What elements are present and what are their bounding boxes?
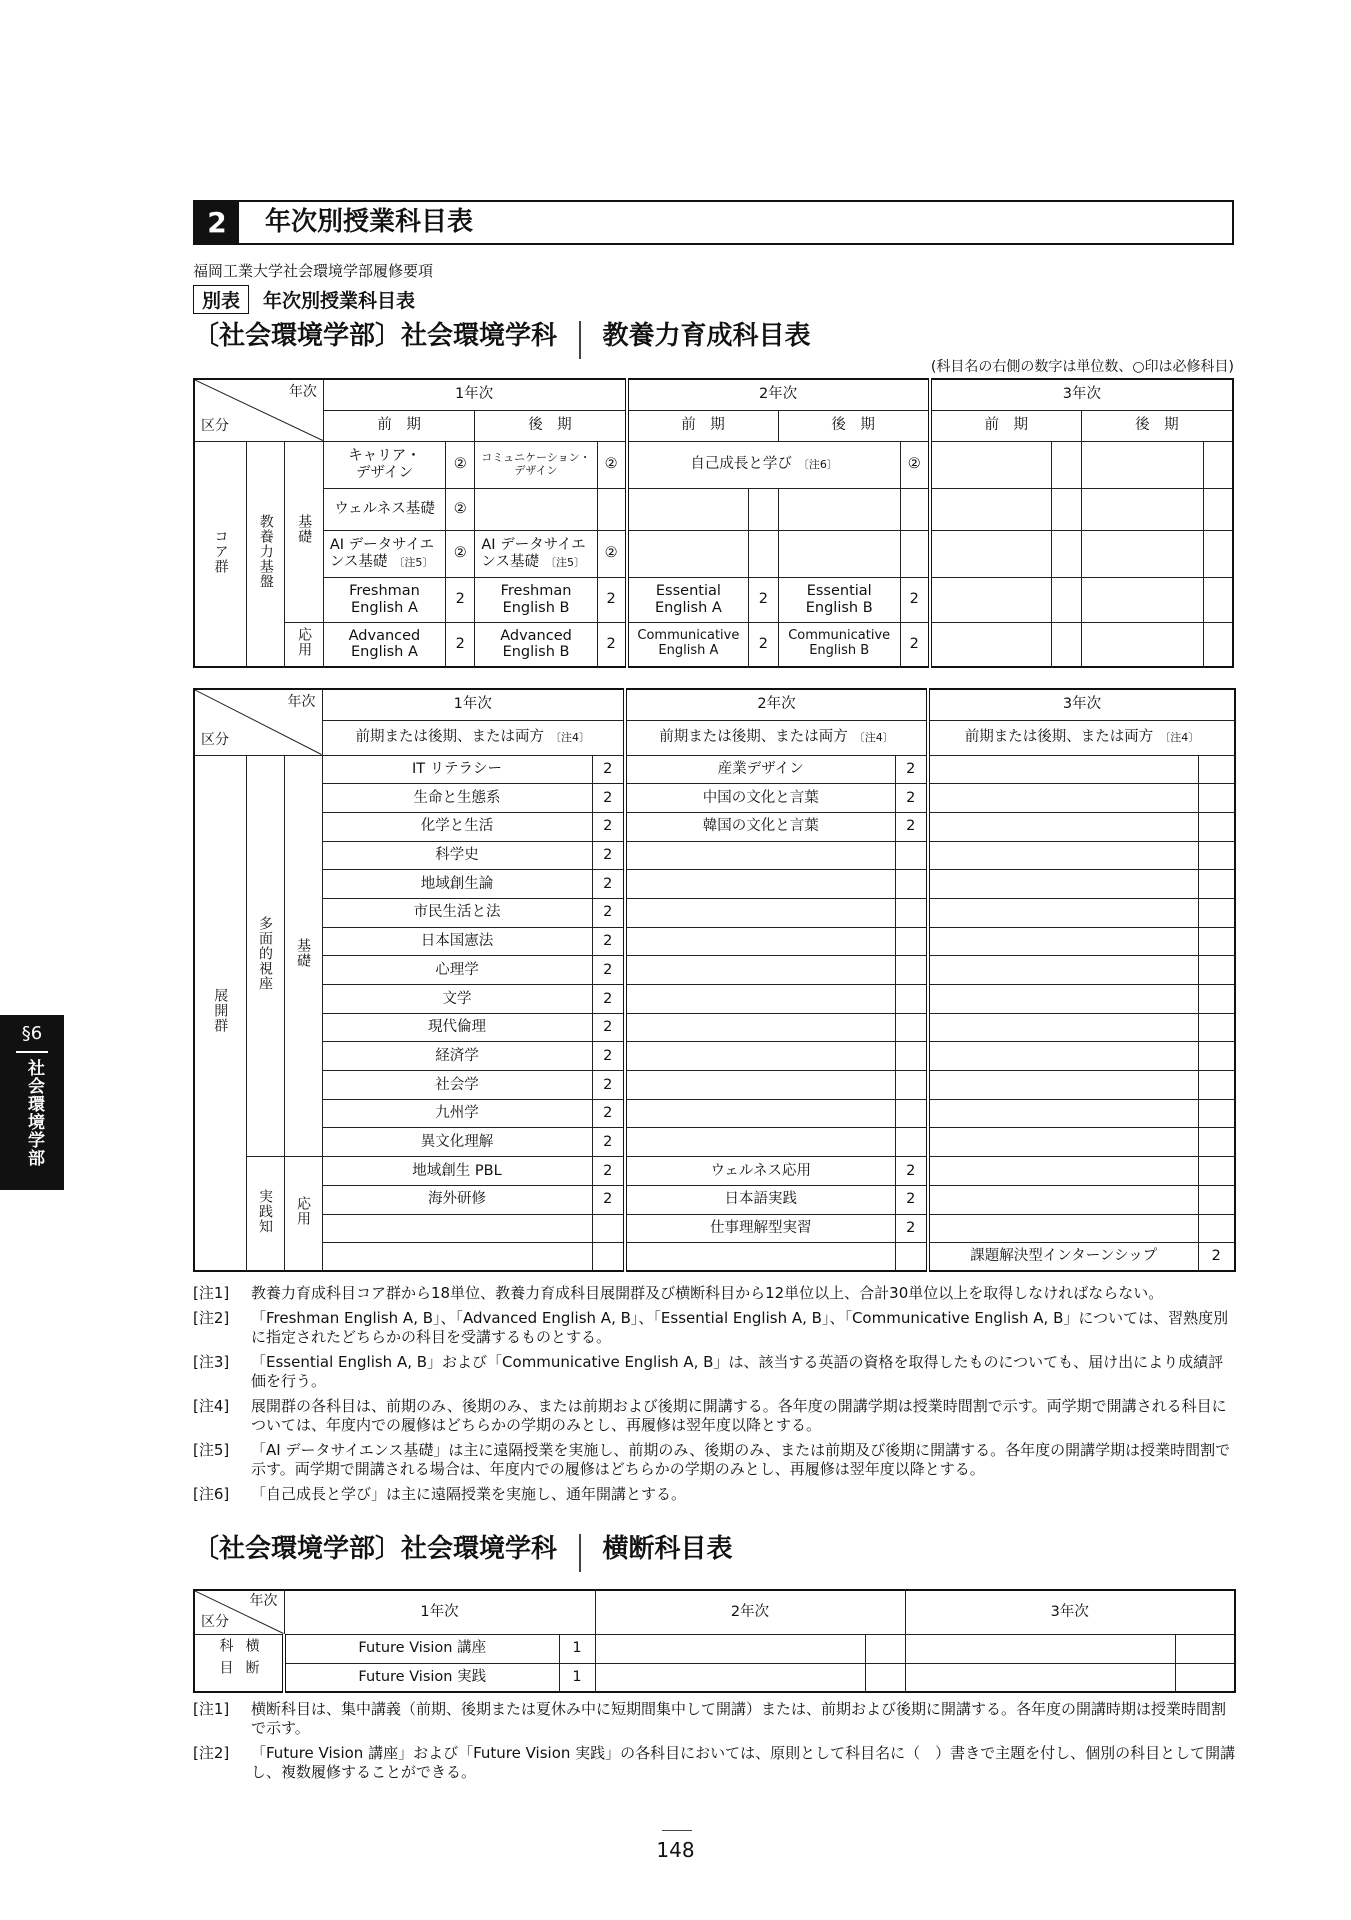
course-cell xyxy=(928,1185,1198,1214)
kubun-label: 区分 xyxy=(201,732,229,749)
course-cell: 生命と生態系 xyxy=(322,784,592,813)
unit-cell xyxy=(592,1214,625,1243)
note-tag: [注6] xyxy=(193,1485,230,1503)
course-cell xyxy=(625,898,895,927)
course-cell: 市民生活と法 xyxy=(322,898,592,927)
unit-cell xyxy=(895,927,928,956)
unit-cell: ② xyxy=(597,530,626,577)
course-cell xyxy=(625,985,895,1014)
course-cell xyxy=(928,841,1198,870)
course-cell xyxy=(625,870,895,899)
unit-cell: 2 xyxy=(592,870,625,899)
course-cell: ウェルネス基礎 xyxy=(323,488,445,530)
note-tag: [注1] xyxy=(193,1284,230,1302)
ouyou-label: 応用 xyxy=(284,1157,322,1272)
diagonal-header xyxy=(194,379,323,441)
course-cell xyxy=(928,985,1198,1014)
note-text: 横断科目は、集中講義（前期、後期または夏休み中に短期間集中して開講）または、前期および後期に開講する。各年度の開講時期は授業時間割で示す。 xyxy=(251,1700,1227,1737)
course-cell xyxy=(625,1099,895,1128)
unit-cell xyxy=(895,841,928,870)
unit-cell: 2 xyxy=(592,1157,625,1186)
unit-cell xyxy=(1198,841,1235,870)
note-text: 「Essential English A, B」および「Communicative English A, B」は、該当する英語の資格を取得したものについても、届け出により成績評価を行う。 xyxy=(251,1353,1224,1390)
note-tag: [注1] xyxy=(193,1700,230,1718)
note-item xyxy=(193,1397,1238,1435)
note-tag: [注5] xyxy=(193,1441,230,1459)
year1-header: 1年次 xyxy=(284,1590,595,1634)
note-item xyxy=(193,1485,1238,1504)
sub-caption: 福岡工業大学社会環境学部履修要項 xyxy=(193,262,434,280)
unit-cell xyxy=(895,870,928,899)
heading-dept: 〔社会環境学部〕社会環境学科 xyxy=(193,321,558,351)
table-row xyxy=(194,1243,1235,1272)
unit-cell: 2 xyxy=(1198,1243,1235,1272)
unit-cell: 2 xyxy=(895,1185,928,1214)
unit-cell: 2 xyxy=(895,1214,928,1243)
period-header: 前期または後期、または両方 〔注4〕 xyxy=(322,720,625,755)
section-header xyxy=(193,200,1234,245)
unit-cell: 2 xyxy=(592,755,625,784)
course-cell: 韓国の文化と言葉 xyxy=(625,812,895,841)
kiso-label: 基礎 xyxy=(284,755,322,1157)
course-cell: 化学と生活 xyxy=(322,812,592,841)
course-cell: 仕事理解型実習 xyxy=(625,1214,895,1243)
course-cell: 課題解決型インターンシップ xyxy=(928,1243,1198,1272)
note-item xyxy=(193,1744,1238,1782)
course-cell: 社会学 xyxy=(322,1071,592,1100)
course-cell xyxy=(928,956,1198,985)
course-cell: 海外研修 xyxy=(322,1185,592,1214)
course-cell xyxy=(928,927,1198,956)
unit-cell xyxy=(1198,870,1235,899)
unit-cell: 2 xyxy=(900,622,929,667)
course-cell: Communicative English B xyxy=(778,622,900,667)
course-cell xyxy=(928,1157,1198,1186)
course-cell: Advanced English B xyxy=(475,622,597,667)
group-tenkai: 展開群 xyxy=(194,755,246,1271)
diagonal-header xyxy=(194,689,322,755)
unit-cell xyxy=(895,985,928,1014)
table-row xyxy=(194,870,1235,899)
course-cell: 心理学 xyxy=(322,956,592,985)
unit-cell xyxy=(1198,812,1235,841)
course-cell: 九州学 xyxy=(322,1099,592,1128)
note-text: 「自己成長と学び」は主に遠隔授業を実施し、通年開講とする。 xyxy=(251,1485,687,1503)
year3-header: 3年次 xyxy=(905,1590,1235,1634)
unit-cell xyxy=(592,1243,625,1272)
heading-kyouyou xyxy=(193,315,811,359)
note-item xyxy=(193,1353,1238,1391)
heading-table-title: 教養力育成科目表 xyxy=(602,321,811,351)
unit-cell: 2 xyxy=(900,577,929,622)
year1-header: 1年次 xyxy=(322,689,625,720)
unit-cell xyxy=(895,956,928,985)
table-row xyxy=(194,985,1235,1014)
group-core: コア群 xyxy=(194,441,247,667)
sub-jissenchi: 実践知 xyxy=(246,1157,284,1272)
unit-cell: 2 xyxy=(895,1157,928,1186)
unit-cell xyxy=(1198,985,1235,1014)
notes-oudan xyxy=(193,1700,1238,1788)
course-cell xyxy=(928,1128,1198,1157)
course-cell xyxy=(625,841,895,870)
course-cell xyxy=(625,956,895,985)
unit-cell xyxy=(1198,755,1235,784)
kubun-label: 区分 xyxy=(201,1614,229,1631)
course-cell: 産業デザイン xyxy=(625,755,895,784)
note-item xyxy=(193,1309,1238,1347)
table-row xyxy=(194,1071,1235,1100)
core-table xyxy=(193,378,1234,668)
unit-cell: ② xyxy=(446,530,475,577)
sub-kiban: 教養力基盤 xyxy=(247,441,285,667)
unit-cell: 2 xyxy=(592,841,625,870)
tenkai-table xyxy=(193,688,1236,1272)
oudan-table xyxy=(193,1589,1236,1693)
course-cell: 日本語実践 xyxy=(625,1185,895,1214)
course-cell: Communicative English A xyxy=(627,622,749,667)
course-cell xyxy=(928,1214,1198,1243)
unit-cell: ② xyxy=(900,441,929,488)
course-cell: Future Vision 実践 xyxy=(284,1663,559,1692)
unit-cell xyxy=(1198,898,1235,927)
course-cell: AI データサイエ ンス基礎 〔注5〕 xyxy=(323,530,445,577)
unit-cell: 2 xyxy=(592,985,625,1014)
kiso-label: 基礎 xyxy=(285,441,323,622)
note-tag: [注3] xyxy=(193,1353,230,1371)
course-cell: キャリア・ デザイン xyxy=(323,441,445,488)
note-tag: [注2] xyxy=(193,1744,230,1762)
unit-cell: 2 xyxy=(592,898,625,927)
unit-cell: 2 xyxy=(597,622,626,667)
course-cell: 地域創生 PBL xyxy=(322,1157,592,1186)
kubun-label: 区分 xyxy=(201,418,229,435)
unit-cell: 2 xyxy=(749,622,778,667)
course-cell: IT リテラシー xyxy=(322,755,592,784)
course-cell xyxy=(625,1071,895,1100)
table-row xyxy=(194,1013,1235,1042)
table-row xyxy=(194,784,1235,813)
table-row xyxy=(194,755,1235,784)
page-number-rule xyxy=(662,1830,692,1831)
table-row xyxy=(194,1128,1235,1157)
note-text: 「Future Vision 講座」および「Future Vision 実践」の各科目においては、原則として科目名に（ ）書きで主題を付し、個別の科目として開講し、複数履修することができる。 xyxy=(251,1744,1236,1781)
course-cell: 現代倫理 xyxy=(322,1013,592,1042)
year3-header: 3年次 xyxy=(928,689,1235,720)
unit-cell: 2 xyxy=(446,622,475,667)
course-cell xyxy=(322,1243,592,1272)
beppyo-label: 別表 xyxy=(193,285,249,314)
note-item xyxy=(193,1700,1238,1738)
unit-cell: 1 xyxy=(559,1634,595,1663)
course-cell: コミュニケーション・ デザイン xyxy=(475,441,597,488)
course-cell xyxy=(625,1128,895,1157)
course-cell xyxy=(928,784,1198,813)
course-cell: Freshman English B xyxy=(475,577,597,622)
unit-cell: 2 xyxy=(592,1013,625,1042)
unit-cell xyxy=(895,1042,928,1071)
course-cell xyxy=(322,1214,592,1243)
course-cell xyxy=(928,1013,1198,1042)
unit-cell: 2 xyxy=(592,784,625,813)
sub-tamenteki: 多面的視座 xyxy=(246,755,284,1157)
course-cell: 経済学 xyxy=(322,1042,592,1071)
course-cell: 自己成長と学び 〔注6〕 xyxy=(627,441,901,488)
year2-header: 2年次 xyxy=(625,689,928,720)
unit-cell xyxy=(1198,1128,1235,1157)
unit-cell xyxy=(1198,1185,1235,1214)
course-cell: 日本国憲法 xyxy=(322,927,592,956)
beppyo-line xyxy=(193,285,415,314)
note-item xyxy=(193,1284,1238,1303)
course-cell: ウェルネス応用 xyxy=(625,1157,895,1186)
heading-dept: 〔社会環境学部〕社会環境学科 xyxy=(193,1534,558,1564)
unit-cell xyxy=(1198,1071,1235,1100)
y3-zenki: 前 期 xyxy=(930,410,1082,441)
note-text: 「Freshman English A, B」、「Advanced English A, B」、「Essential English A, B」、「Communicative English A, B」については、習熟度別に指定されたどちらかの科目を受講するものとする。 xyxy=(251,1309,1229,1346)
oudan-group: 横断 科目 xyxy=(194,1634,284,1692)
unit-cell xyxy=(1198,1013,1235,1042)
unit-cell xyxy=(895,1013,928,1042)
table-row xyxy=(194,1042,1235,1071)
period-header: 前期または後期、または両方 〔注4〕 xyxy=(625,720,928,755)
course-cell xyxy=(625,1042,895,1071)
unit-cell xyxy=(1198,1214,1235,1243)
beppyo-title: 年次別授業科目表 xyxy=(263,290,416,312)
course-cell: AI データサイエ ンス基礎 〔注5〕 xyxy=(475,530,597,577)
course-cell: Advanced English A xyxy=(323,622,445,667)
unit-cell xyxy=(895,1099,928,1128)
unit-cell: 2 xyxy=(592,1185,625,1214)
y3-kouki: 後 期 xyxy=(1081,410,1233,441)
unit-cell: 2 xyxy=(749,577,778,622)
y1-kouki: 後 期 xyxy=(475,410,627,441)
unit-cell xyxy=(1198,784,1235,813)
nenji-label: 年次 xyxy=(287,694,316,710)
year2-header: 2年次 xyxy=(627,379,930,410)
note-text: 教養力育成科目コア群から18単位、教養力育成科目展開群及び横断科目から12単位以上、合計30単位以上を取得しなければならない。 xyxy=(251,1284,1164,1302)
course-cell: Essential English B xyxy=(778,577,900,622)
unit-cell xyxy=(1198,1099,1235,1128)
side-tab-section: §6 xyxy=(21,1023,43,1044)
heading-oudan xyxy=(193,1528,733,1572)
page-number: 148 xyxy=(656,1838,695,1862)
side-tab-label: 社会環境学部 xyxy=(24,1059,44,1167)
notes-kyouyou xyxy=(193,1284,1238,1510)
table-row xyxy=(194,927,1235,956)
unit-cell xyxy=(895,1243,928,1272)
unit-cell: 2 xyxy=(895,755,928,784)
note-text: 「AI データサイエンス基礎」は主に遠隔授業を実施し、前期のみ、後期のみ、または前期及び後期に開講する。各年度の開講学期は授業時間割で示す。両学期で開講される場合は、年度内での履修はどちらかの学期のみとし、再履修は翌年度以降とする。 xyxy=(251,1441,1231,1478)
course-cell: 文学 xyxy=(322,985,592,1014)
year2-header: 2年次 xyxy=(595,1590,905,1634)
section-side-tab xyxy=(0,1015,64,1190)
table-row xyxy=(194,1185,1235,1214)
note-text: 展開群の各科目は、前期のみ、後期のみ、または前期および後期に開講する。各年度の開講学期は授業時間割で示す。両学期で開講される科目については、年度内での履修はどちらかの学期のみとし、再履修は翌年度以降とする。 xyxy=(251,1397,1227,1434)
course-cell xyxy=(928,1042,1198,1071)
note-tag: [注4] xyxy=(193,1397,230,1415)
unit-cell: 2 xyxy=(592,1128,625,1157)
heading-table-title: 横断科目表 xyxy=(602,1534,733,1564)
course-cell xyxy=(625,927,895,956)
unit-cell xyxy=(1198,1042,1235,1071)
course-cell xyxy=(928,812,1198,841)
course-cell xyxy=(625,1013,895,1042)
table-row xyxy=(194,898,1235,927)
course-cell: Essential English A xyxy=(627,577,749,622)
diagonal-header xyxy=(194,1590,284,1634)
unit-cell: 2 xyxy=(592,1071,625,1100)
unit-cell: 2 xyxy=(446,577,475,622)
course-cell: 科学史 xyxy=(322,841,592,870)
unit-cell: ② xyxy=(446,441,475,488)
course-cell xyxy=(928,898,1198,927)
y1-zenki: 前 期 xyxy=(323,410,475,441)
unit-cell: ② xyxy=(597,441,626,488)
course-cell: 中国の文化と言葉 xyxy=(625,784,895,813)
table-row xyxy=(194,1157,1235,1186)
table-row xyxy=(194,841,1235,870)
table-row xyxy=(194,1214,1235,1243)
unit-cell: 2 xyxy=(592,812,625,841)
section-title: 年次別授業科目表 xyxy=(265,207,474,237)
unit-cell: 2 xyxy=(592,1099,625,1128)
course-cell xyxy=(928,870,1198,899)
ouyou-label: 応用 xyxy=(285,622,323,667)
year3-header: 3年次 xyxy=(930,379,1233,410)
course-cell: 地域創生論 xyxy=(322,870,592,899)
course-cell: 異文化理解 xyxy=(322,1128,592,1157)
table-row xyxy=(194,812,1235,841)
course-cell xyxy=(625,1243,895,1272)
table-row xyxy=(194,1099,1235,1128)
unit-cell xyxy=(895,1071,928,1100)
y2-kouki: 後 期 xyxy=(778,410,930,441)
course-cell: Future Vision 講座 xyxy=(284,1634,559,1663)
unit-cell xyxy=(895,898,928,927)
note-item xyxy=(193,1441,1238,1479)
section-number: 2 xyxy=(195,202,239,243)
unit-cell: 2 xyxy=(895,812,928,841)
course-cell: Freshman English A xyxy=(323,577,445,622)
unit-cell xyxy=(1198,927,1235,956)
note-tag: [注2] xyxy=(193,1309,230,1327)
nenji-label: 年次 xyxy=(288,384,317,400)
unit-cell: 2 xyxy=(895,784,928,813)
nenji-label: 年次 xyxy=(249,1593,278,1609)
unit-cell xyxy=(1198,956,1235,985)
unit-cell: 2 xyxy=(592,1042,625,1071)
period-header: 前期または後期、または両方 〔注4〕 xyxy=(928,720,1235,755)
unit-cell: ② xyxy=(446,488,475,530)
unit-note: (科目名の右側の数字は単位数、○印は必修科目) xyxy=(930,359,1234,375)
unit-cell: 2 xyxy=(592,956,625,985)
unit-cell xyxy=(895,1128,928,1157)
unit-cell xyxy=(1198,1157,1235,1186)
course-cell xyxy=(928,1099,1198,1128)
table-row xyxy=(194,956,1235,985)
unit-cell: 2 xyxy=(592,927,625,956)
unit-cell: 2 xyxy=(597,577,626,622)
unit-cell: 1 xyxy=(559,1663,595,1692)
course-cell xyxy=(928,755,1198,784)
y2-zenki: 前 期 xyxy=(627,410,779,441)
course-cell xyxy=(928,1071,1198,1100)
year1-header: 1年次 xyxy=(323,379,626,410)
